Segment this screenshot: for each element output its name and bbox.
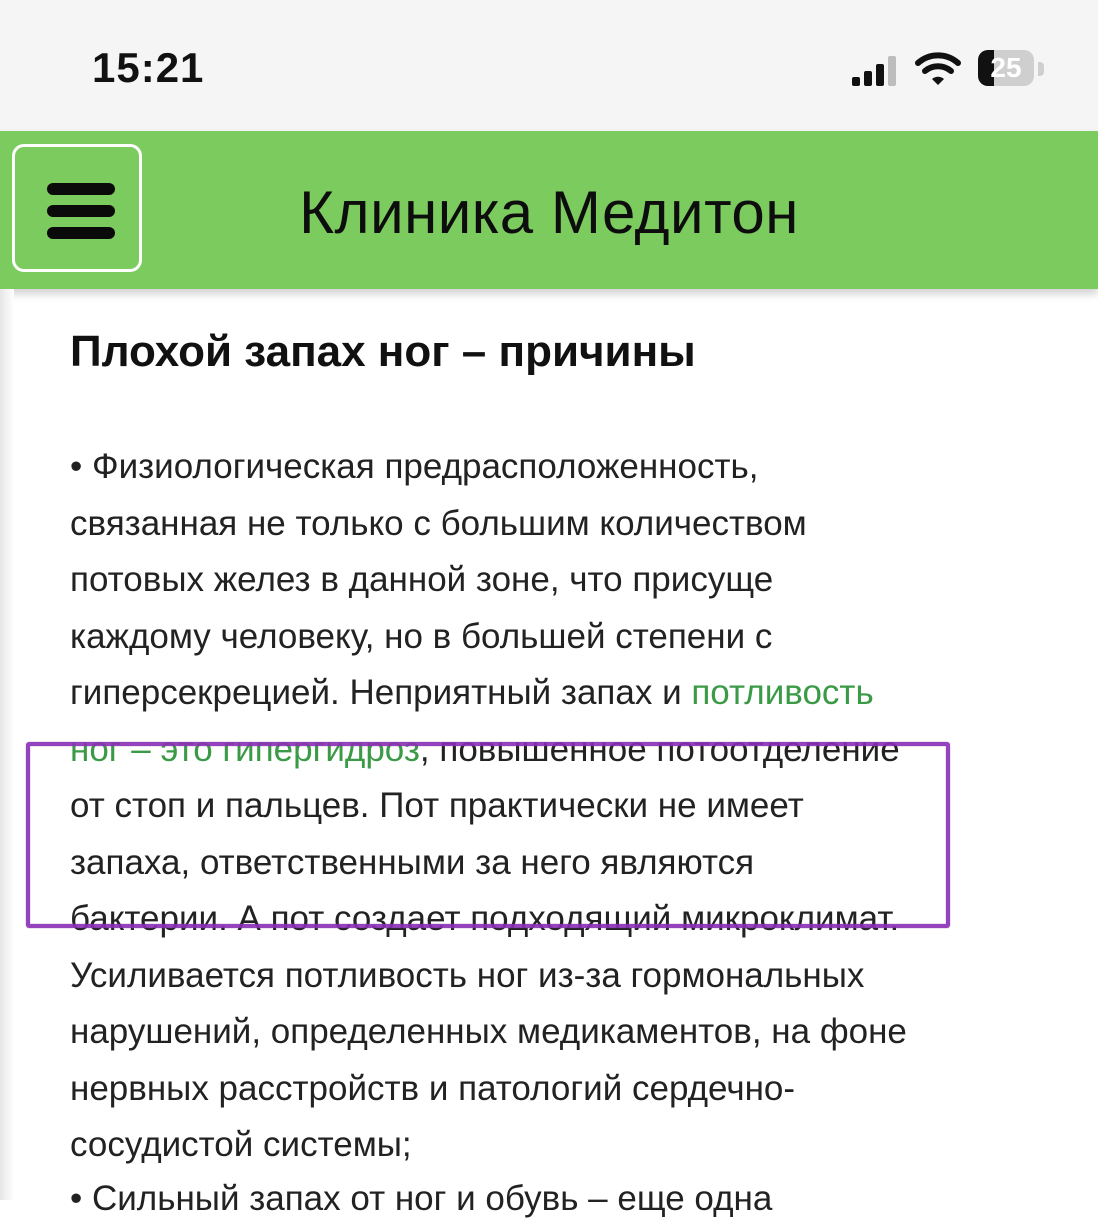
site-header: [0, 131, 1098, 289]
article-paragraph-next: [70, 1171, 1060, 1228]
signal-icon: [852, 56, 900, 86]
hyperhidrosis-link[interactable]: потливость: [691, 673, 874, 712]
page-edge-shadow: [0, 289, 14, 1200]
paragraph-line: сосудистой системы;: [70, 1125, 412, 1164]
wifi-icon: [914, 50, 962, 86]
article-title: Плохой запах ног – причины: [70, 327, 696, 376]
paragraph-line: потовых желез в данной зоне, что присуще: [70, 560, 774, 599]
battery-tip: [1038, 62, 1044, 76]
paragraph-line: Усиливается потливость ног из-за гормональных: [70, 955, 865, 995]
paragraph-line: • Сильный запах от ног и обувь – еще одна: [70, 1179, 773, 1218]
paragraph-line: • Физиологическая предрасположенность,: [70, 447, 759, 486]
paragraph-text: гиперсекрецией. Неприятный запах и: [70, 673, 692, 712]
battery-level: 25: [990, 52, 1022, 83]
paragraph-line: [70, 722, 1060, 779]
paragraph-line: [70, 665, 1060, 722]
paragraph-line: запаха, ответственными за него являются: [70, 842, 755, 882]
paragraph-line: связанная не только с большим количеством: [70, 503, 807, 543]
article-paragraph: [70, 439, 1060, 1174]
paragraph-line: нарушений, определенных медикаментов, на фоне: [70, 1012, 907, 1051]
status-time: 15:21: [92, 44, 205, 91]
hyperhidrosis-link-continued[interactable]: ног – это гипергидроз: [70, 729, 420, 769]
status-bar: [0, 0, 1098, 131]
battery-icon: [978, 50, 1034, 86]
paragraph-line: от стоп и пальцев. Пот практически не имеет: [70, 786, 804, 825]
site-title[interactable]: Клиника Медитон: [299, 179, 799, 246]
paragraph-text: , повышенное потоотделение: [419, 729, 900, 769]
paragraph-line: каждому человеку, но в большей степени с: [70, 616, 773, 656]
paragraph-line: бактерии. А пот создает подходящий микроклимат.: [70, 899, 900, 938]
paragraph-line: нервных расстройств и патологий сердечно-: [70, 1068, 796, 1108]
